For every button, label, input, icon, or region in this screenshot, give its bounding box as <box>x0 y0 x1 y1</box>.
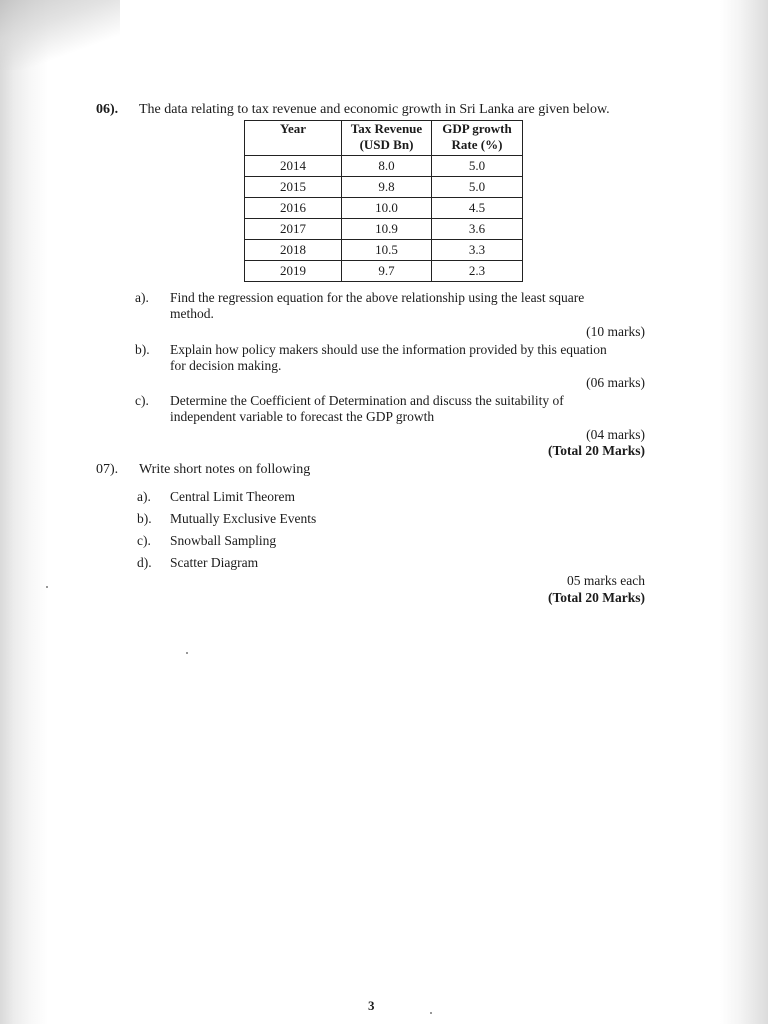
q7-item-a-text: Central Limit Theorem <box>170 489 295 504</box>
table-cell-year: 2014 <box>245 156 342 177</box>
table-cell-tax: 10.5 <box>342 240 432 261</box>
q6-part-b-label: b). <box>135 342 150 357</box>
table-row <box>245 177 523 198</box>
table-row <box>245 198 523 219</box>
q6-part-a-label: a). <box>135 290 149 305</box>
table-row <box>245 261 523 282</box>
table-cell-gdp: 4.5 <box>432 198 523 219</box>
table-cell-year: 2017 <box>245 219 342 240</box>
q6-part-b-line2: for decision making. <box>170 358 282 373</box>
q6-total-marks: (Total 20 Marks) <box>548 443 645 458</box>
q7-item-b-text: Mutually Exclusive Events <box>170 511 317 526</box>
table-row <box>245 219 523 240</box>
table-header-gdp-growth: GDP growth Rate (%) <box>432 121 523 156</box>
page-number: 3 <box>368 998 375 1013</box>
q7-item-b-label: b). <box>137 511 152 526</box>
scan-speck <box>46 586 48 588</box>
q6-part-b-line1: Explain how policy makers should use the information provided by this equation <box>170 342 607 357</box>
scan-corner-shadow <box>0 0 120 70</box>
q6-part-c-line2: independent variable to forecast the GDP growth <box>170 409 435 424</box>
table-header-tax-revenue: Tax Revenue (USD Bn) <box>342 121 432 156</box>
question-6-number: 06). <box>96 102 119 117</box>
question-7-intro: Write short notes on following <box>139 462 311 477</box>
table-cell-tax: 10.9 <box>342 219 432 240</box>
q6-part-b-marks: (06 marks) <box>586 375 645 390</box>
q6-part-a-marks: (10 marks) <box>586 324 645 339</box>
q7-item-c-text: Snowball Sampling <box>170 533 277 548</box>
table-cell-gdp: 2.3 <box>432 261 523 282</box>
scan-speck <box>186 652 188 654</box>
scan-speck <box>430 1012 432 1014</box>
table-cell-year: 2015 <box>245 177 342 198</box>
table-cell-year: 2016 <box>245 198 342 219</box>
table-header-row <box>245 121 523 156</box>
q6-part-a-line2: method. <box>170 306 214 321</box>
table-cell-gdp: 5.0 <box>432 156 523 177</box>
q6-part-c-marks: (04 marks) <box>586 427 645 442</box>
q6-part-a-line1: Find the regression equation for the above relationship using the least square <box>170 290 585 305</box>
table-cell-year: 2019 <box>245 261 342 282</box>
q6-part-c-line1: Determine the Coefficient of Determination and discuss the suitability of <box>170 393 564 408</box>
question-6-intro: The data relating to tax revenue and economic growth in Sri Lanka are given below. <box>139 102 610 117</box>
question-7-number: 07). <box>96 462 119 477</box>
table-cell-gdp: 5.0 <box>432 177 523 198</box>
table-row <box>245 240 523 261</box>
table-cell-gdp: 3.3 <box>432 240 523 261</box>
q7-item-d-text: Scatter Diagram <box>170 555 259 570</box>
q7-total-marks: (Total 20 Marks) <box>548 590 645 605</box>
q6-part-c-label: c). <box>135 393 149 408</box>
table-cell-gdp: 3.6 <box>432 219 523 240</box>
q7-marks-each: 05 marks each <box>567 573 645 588</box>
table-cell-tax: 9.8 <box>342 177 432 198</box>
table-cell-tax: 8.0 <box>342 156 432 177</box>
table-row <box>245 156 523 177</box>
table-header-year: Year <box>245 121 342 156</box>
table-cell-tax: 10.0 <box>342 198 432 219</box>
q7-item-c-label: c). <box>137 533 151 548</box>
q7-item-d-label: d). <box>137 555 152 570</box>
q7-item-a-label: a). <box>137 489 151 504</box>
table-cell-tax: 9.7 <box>342 261 432 282</box>
table-cell-year: 2018 <box>245 240 342 261</box>
tax-gdp-table <box>244 120 523 282</box>
